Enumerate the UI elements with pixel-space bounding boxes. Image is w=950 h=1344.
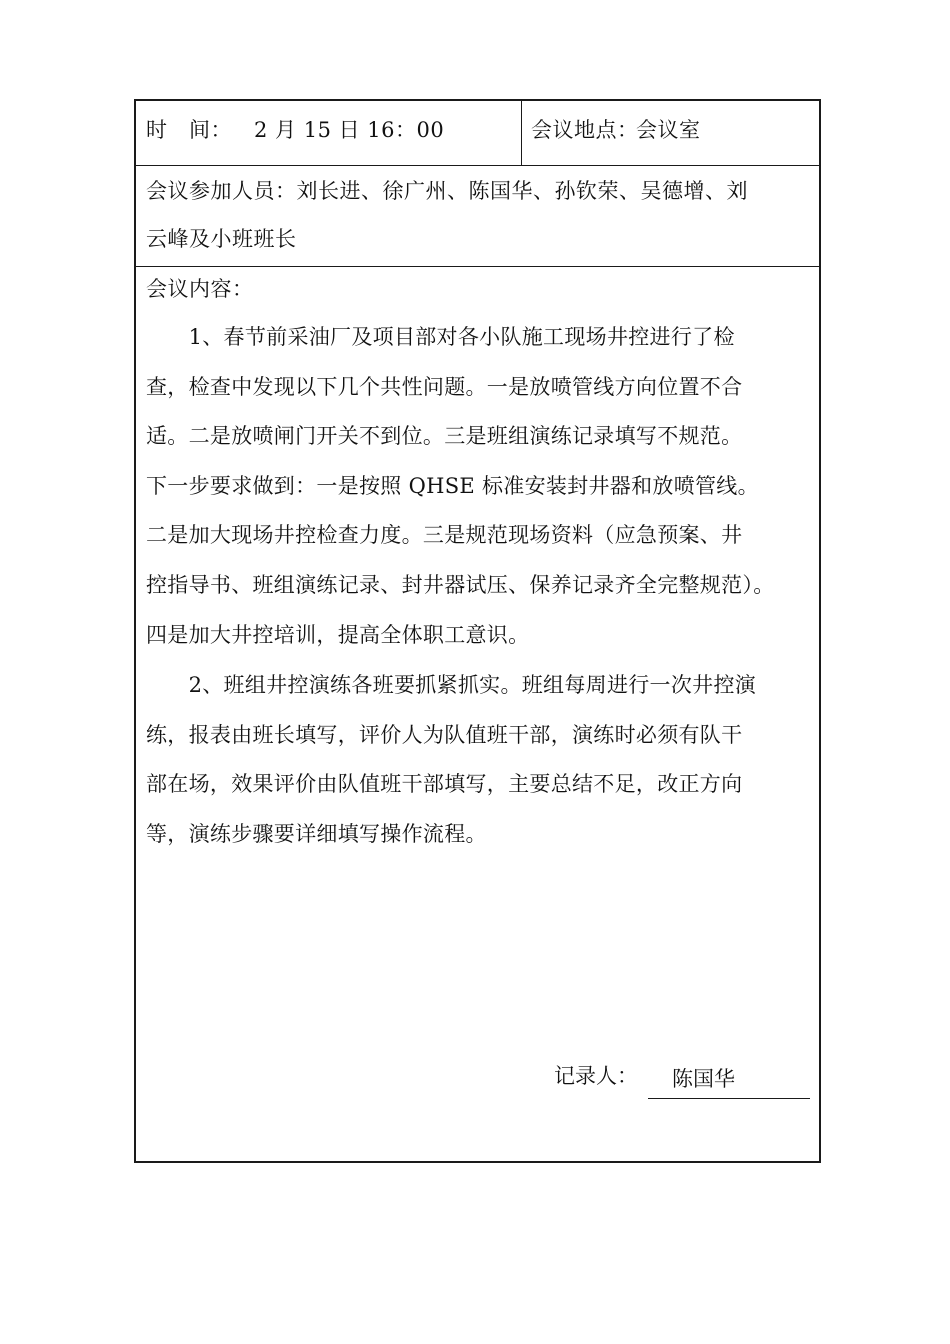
time-label: 时 间： bbox=[146, 118, 232, 142]
location-label: 会议地点： bbox=[531, 118, 639, 142]
paragraph-2-line: 练，报表由班长填写，评价人为队值班干部，演练时必须有队干 bbox=[146, 722, 743, 747]
paragraph-1-line: 查，检查中发现以下几个共性问题。一是放喷管线方向位置不合 bbox=[146, 374, 743, 399]
attendees-line-1: 会议参加人员：刘长进、徐广州、陈国华、孙钦荣、吴德增、刘 bbox=[146, 179, 748, 203]
time-value: 2 月 15 日 16：00 bbox=[254, 118, 445, 142]
paragraph-2-line: 等，演练步骤要详细填写操作流程。 bbox=[146, 821, 487, 846]
paragraph-1-line: 适。二是放喷闸门开关不到位。三是班组演练记录填写不规范。 bbox=[146, 424, 743, 449]
paragraph-2-line: 部在场，效果评价由队值班干部填写，主要总结不足，改正方向 bbox=[146, 772, 743, 797]
paragraph-1-line: 四是加大井控培训，提高全体职工意识。 bbox=[146, 622, 530, 647]
paragraph-1-line: 控指导书、班组演练记录、封井器试压、保养记录齐全完整规范）。 bbox=[146, 572, 775, 597]
paragraph-1 bbox=[146, 313, 812, 660]
paragraph-1-line: 1、春节前采油厂及项目部对各小队施工现场井控进行了检 bbox=[146, 325, 735, 349]
recorder-label: 记录人： bbox=[554, 1064, 638, 1088]
attendees-row bbox=[136, 166, 819, 267]
time-cell bbox=[136, 101, 522, 165]
time-location-row bbox=[136, 101, 819, 166]
recorder-name-field bbox=[648, 1064, 810, 1099]
recorder-name: 陈国华 bbox=[672, 1067, 735, 1091]
paragraph-1-line: 二是加大现场井控检查力度。三是规范现场资料（应急预案、井 bbox=[146, 523, 743, 548]
meeting-record-form bbox=[134, 99, 821, 1163]
paragraph-2 bbox=[146, 661, 812, 859]
attendees-line-2: 云峰及小班班长 bbox=[146, 227, 297, 251]
content-section bbox=[136, 267, 819, 1161]
location-value: 会议室 bbox=[636, 118, 701, 142]
paragraph-2-line: 2、班组井控演练各班要抓紧抓实。班组每周进行一次井控演 bbox=[146, 673, 757, 697]
location-cell bbox=[523, 101, 819, 165]
content-heading: 会议内容： bbox=[146, 277, 254, 301]
paragraph-1-line: 下一步要求做到：一是按照 QHSE 标准安装封井器和放喷管线。 bbox=[146, 473, 759, 498]
